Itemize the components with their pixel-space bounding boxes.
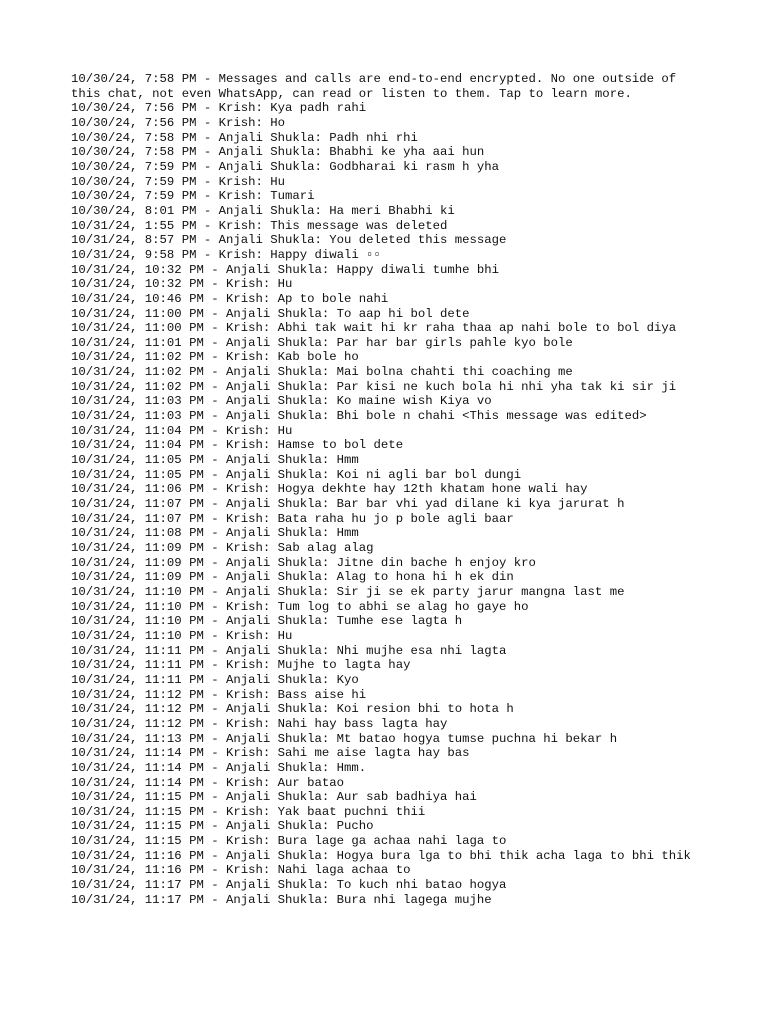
- chat-line: 10/30/24, 7:59 PM - Krish: Hu: [71, 174, 286, 189]
- chat-line: 10/31/24, 11:12 PM - Krish: Bass aise hi: [71, 687, 367, 702]
- chat-line: 10/31/24, 10:32 PM - Krish: Hu: [71, 277, 293, 292]
- chat-line: 10/31/24, 11:15 PM - Krish: Yak baat puchni thii: [71, 804, 426, 819]
- chat-line: 10/31/24, 11:04 PM - Krish: Hamse to bol dete: [71, 438, 404, 453]
- chat-line: 10/31/24, 11:11 PM - Anjali Shukla: Nhi mujhe esa nhi lagta: [71, 643, 507, 658]
- chat-line: 10/31/24, 11:03 PM - Anjali Shukla: Ko maine wish Kiya vo: [71, 394, 492, 409]
- chat-line: 10/31/24, 11:15 PM - Krish: Bura lage ga achaa nahi laga to: [71, 834, 507, 849]
- chat-line: 10/31/24, 11:02 PM - Krish: Kab bole ho: [71, 350, 359, 365]
- chat-line: 10/30/24, 7:56 PM - Krish: Kya padh rahi: [71, 101, 367, 116]
- chat-line: 10/31/24, 11:04 PM - Krish: Hu: [71, 423, 293, 438]
- chat-line: 10/31/24, 11:14 PM - Krish: Sahi me aise lagta hay bas: [71, 746, 470, 761]
- chat-line: 10/31/24, 11:10 PM - Anjali Shukla: Sir ji se ek party jarur mangna last me: [71, 584, 625, 599]
- chat-export-page: [71, 72, 693, 907]
- chat-line: 10/31/24, 11:09 PM - Anjali Shukla: Alag to hona hi h ek din: [71, 570, 514, 585]
- chat-line: 10/30/24, 7:58 PM - Anjali Shukla: Padh nhi rhi: [71, 130, 418, 145]
- chat-line: 10/31/24, 9:58 PM - Krish: Happy diwali ▫▫: [71, 247, 381, 262]
- chat-line: 10/31/24, 11:06 PM - Krish: Hogya dekhte hay 12th khatam hone wali hay: [71, 482, 588, 497]
- chat-line: 10/31/24, 11:00 PM - Anjali Shukla: To aap hi bol dete: [71, 306, 470, 321]
- chat-line: 10/31/24, 11:17 PM - Anjali Shukla: To kuch nhi batao hogya: [71, 878, 507, 893]
- chat-line: 10/31/24, 11:15 PM - Anjali Shukla: Aur sab badhiya hai: [71, 790, 477, 805]
- chat-line: 10/31/24, 11:15 PM - Anjali Shukla: Pucho: [71, 819, 374, 834]
- chat-line: 10/31/24, 11:11 PM - Anjali Shukla: Kyo: [71, 672, 359, 687]
- chat-line: 10/31/24, 11:08 PM - Anjali Shukla: Hmm: [71, 526, 359, 541]
- chat-line: 10/31/24, 11:16 PM - Krish: Nahi laga achaa to: [71, 863, 411, 878]
- chat-line: 10/31/24, 11:09 PM - Anjali Shukla: Jitne din bache h enjoy kro: [71, 555, 536, 570]
- chat-line: 10/30/24, 7:59 PM - Anjali Shukla: Godbharai ki rasm h yha: [71, 159, 500, 174]
- chat-line: 10/31/24, 11:07 PM - Krish: Bata raha hu jo p bole agli baar: [71, 511, 514, 526]
- chat-line: 10/31/24, 11:10 PM - Krish: Hu: [71, 628, 293, 643]
- chat-line: 10/31/24, 11:14 PM - Anjali Shukla: Hmm.: [71, 760, 367, 775]
- chat-line: 10/30/24, 7:58 PM - Messages and calls are end-to-end encrypted. No one outside of this chat, not even WhatsApp, can read or listen to them. Tap to learn more.: [71, 72, 684, 101]
- chat-line: 10/31/24, 11:10 PM - Anjali Shukla: Tumhe ese lagta h: [71, 614, 463, 629]
- chat-line: 10/30/24, 7:56 PM - Krish: Ho: [71, 115, 286, 130]
- chat-line: 10/30/24, 8:01 PM - Anjali Shukla: Ha meri Bhabhi ki: [71, 203, 455, 218]
- chat-line: 10/31/24, 11:05 PM - Anjali Shukla: Koi ni agli bar bol dungi: [71, 467, 522, 482]
- chat-line: 10/31/24, 11:10 PM - Krish: Tum log to abhi se alag ho gaye ho: [71, 599, 529, 614]
- chat-line: 10/31/24, 11:02 PM - Anjali Shukla: Mai bolna chahti thi coaching me: [71, 365, 573, 380]
- chat-line: 10/31/24, 11:14 PM - Krish: Aur batao: [71, 775, 345, 790]
- chat-line: 10/31/24, 11:13 PM - Anjali Shukla: Mt batao hogya tumse puchna hi bekar h: [71, 731, 618, 746]
- chat-line: 10/30/24, 7:59 PM - Krish: Tumari: [71, 189, 315, 204]
- chat-line: 10/31/24, 11:03 PM - Anjali Shukla: Bhi bole n chahi <This message was edited>: [71, 409, 647, 424]
- chat-line: 10/31/24, 11:12 PM - Krish: Nahi hay bass lagta hay: [71, 716, 448, 731]
- chat-line: 10/31/24, 11:01 PM - Anjali Shukla: Par har bar girls pahle kyo bole: [71, 335, 573, 350]
- chat-line: 10/31/24, 11:11 PM - Krish: Mujhe to lagta hay: [71, 658, 411, 673]
- chat-line: 10/31/24, 11:05 PM - Anjali Shukla: Hmm: [71, 453, 359, 468]
- chat-line: 10/31/24, 10:46 PM - Krish: Ap to bole nahi: [71, 291, 389, 306]
- chat-line: 10/31/24, 10:32 PM - Anjali Shukla: Happy diwali tumhe bhi: [71, 262, 500, 277]
- chat-line: 10/31/24, 8:57 PM - Anjali Shukla: You deleted this message: [71, 233, 507, 248]
- chat-line: 10/31/24, 1:55 PM - Krish: This message was deleted: [71, 218, 448, 233]
- chat-line: 10/31/24, 11:09 PM - Krish: Sab alag alag: [71, 541, 374, 555]
- chat-line: 10/31/24, 11:16 PM - Anjali Shukla: Hogya bura lga to bhi thik acha laga to bhi thik: [71, 848, 691, 863]
- chat-line: 10/31/24, 11:02 PM - Anjali Shukla: Par kisi ne kuch bola hi nhi yha tak ki sir ji: [71, 379, 677, 394]
- chat-line: 10/31/24, 11:00 PM - Krish: Abhi tak wait hi kr raha thaa ap nahi bole to bol diya: [71, 321, 677, 336]
- chat-line: 10/31/24, 11:12 PM - Anjali Shukla: Koi resion bhi to hota h: [71, 702, 514, 717]
- chat-line: 10/31/24, 11:17 PM - Anjali Shukla: Bura nhi lagega mujhe: [71, 892, 492, 907]
- chat-line: 10/30/24, 7:58 PM - Anjali Shukla: Bhabhi ke yha aai hun: [71, 145, 485, 160]
- chat-line: 10/31/24, 11:07 PM - Anjali Shukla: Bar bar vhi yad dilane ki kya jarurat h: [71, 497, 625, 512]
